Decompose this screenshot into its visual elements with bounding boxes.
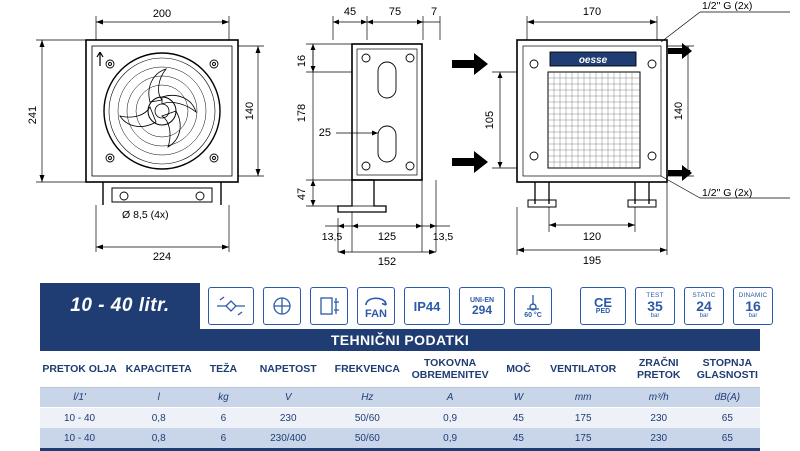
unit-fan: mm [544,388,623,408]
cell-weight: 6 [198,428,248,448]
feature-icons [208,283,773,329]
cell-power: 45 [493,428,543,448]
static-pressure-unit: bar [699,313,709,319]
temperature-label: 60 °C [524,312,542,319]
table-row [40,408,760,429]
test-pressure-unit: bar [650,313,660,319]
oil-flow-icon [208,287,254,325]
svg-text:1/2" G (2x): 1/2" G (2x) [702,187,753,199]
cell-fan: 175 [544,428,623,448]
svg-text:178: 178 [296,103,308,123]
mounting-icon [310,287,348,325]
header-airflow: ZRAČNI PRETOK [623,351,695,388]
cell-power: 45 [493,408,543,429]
header-oil-flow: PRETOK OLJA [40,351,119,388]
table-title: TEHNIČNI PODATKI [40,329,760,351]
svg-text:120: 120 [582,231,602,243]
valve-glyph [269,294,295,318]
unit-frequency: Hz [328,388,407,408]
svg-text:224: 224 [152,251,172,263]
svg-text:140: 140 [673,101,685,121]
header-frequency: FREKVENCA [328,351,407,388]
ce-label: CE [593,294,613,310]
fan-label: FAN [365,307,387,320]
capacity-badge: 10 - 40 litr. [40,283,200,329]
svg-text:45: 45 [343,6,357,18]
svg-text:200: 200 [152,8,172,20]
cell-voltage: 230/400 [249,428,328,448]
table-header-row [40,351,760,388]
svg-text:25: 25 [318,127,331,139]
cell-voltage: 230 [249,408,328,429]
cell-airflow: 230 [623,428,695,448]
header-current: TOKOVNA OBREMENITEV [407,351,493,388]
dynamic-pressure-title: DINAMIC [738,292,768,299]
svg-text:140: 140 [244,101,256,121]
cell-oil-flow: 10 - 40 [40,428,119,448]
valve-icon [263,287,301,325]
mounting-glyph [316,294,342,318]
cell-airflow: 230 [623,408,695,429]
ped-label: PED [595,307,611,315]
header-capacity: KAPACITETA [119,351,198,388]
fan-icon [357,287,395,325]
svg-text:7: 7 [430,6,438,18]
cell-oil-flow: 10 - 40 [40,408,119,429]
cell-fan: 175 [544,408,623,429]
dynamic-pressure-unit: bar [748,313,758,319]
static-pressure-title: STATIC [692,292,716,299]
cell-capacity: 0,8 [119,428,198,448]
cell-weight: 6 [198,408,248,429]
svg-text:oesse: oesse [578,55,608,66]
cell-noise: 65 [695,428,760,448]
dynamic-pressure-icon [733,287,773,325]
uni-en-icon [459,287,505,325]
header-fan: VENTILATOR [544,351,623,388]
header-weight: TEŽA [198,351,248,388]
svg-text:47: 47 [296,187,308,201]
svg-text:75: 75 [388,6,402,18]
svg-text:195: 195 [582,255,602,267]
svg-text:Ø 8,5 (4x): Ø 8,5 (4x) [122,209,169,221]
fan-glyph [363,293,389,309]
unit-oil-flow: l/1' [40,388,119,408]
test-pressure-value: 35 [647,298,663,314]
unit-noise: dB(A) [695,388,760,408]
unit-power: W [493,388,543,408]
oil-flow-glyph [214,294,248,318]
unit-airflow: m³/h [623,388,695,408]
spec-block [40,283,768,444]
cell-current: 0,9 [407,428,493,448]
static-pressure-value: 24 [696,298,712,314]
table-units-row [40,388,760,408]
uni-en-label-bottom: 294 [471,302,493,317]
thermometer-glyph [521,292,545,312]
svg-text:241: 241 [27,105,39,125]
dynamic-pressure-value: 16 [745,298,761,314]
svg-text:13,5: 13,5 [321,231,343,243]
table-row [40,428,760,448]
cell-current: 0,9 [407,408,493,429]
unit-voltage: V [249,388,328,408]
svg-text:170: 170 [582,6,602,18]
cell-capacity: 0,8 [119,408,198,429]
spec-table [40,351,760,448]
temperature-icon [514,287,552,325]
ip44-label: IP44 [413,298,441,314]
cell-frequency: 50/60 [328,408,407,429]
test-pressure-icon [635,287,675,325]
cell-frequency: 50/60 [328,428,407,448]
header-power: MOČ [493,351,543,388]
unit-weight: kg [198,388,248,408]
header-voltage: NAPETOST [249,351,328,388]
ce-ped-icon [580,287,626,325]
icon-row [40,283,768,329]
svg-text:105: 105 [484,110,496,130]
svg-text:1/2" G (2x): 1/2" G (2x) [702,0,753,12]
uni-en-label-top: UNI-EN [469,296,495,304]
svg-text:152: 152 [377,256,397,268]
static-pressure-icon [684,287,724,325]
unit-current: A [407,388,493,408]
svg-text:125: 125 [377,231,397,243]
cell-noise: 65 [695,408,760,429]
test-pressure-title: TEST [646,292,664,299]
svg-text:16: 16 [296,54,308,68]
unit-capacity: l [119,388,198,408]
ip44-icon [404,287,450,325]
svg-text:13,5: 13,5 [432,231,454,243]
header-noise: STOPNJA GLASNOSTI [695,351,760,388]
